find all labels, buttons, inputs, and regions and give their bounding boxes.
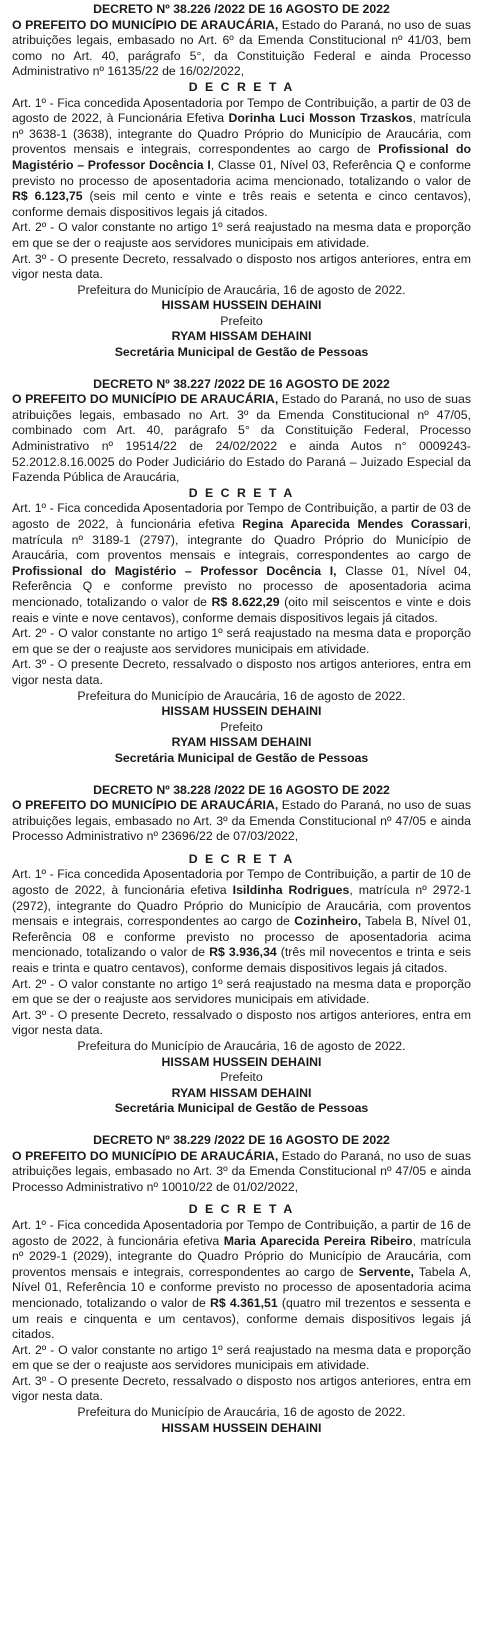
decree-38229 bbox=[12, 1133, 471, 1436]
art1-text-b: , matrícula nº 3638-1 (3638), integrante do Quadro Próprio do Município de Araucária, com proventos mensais e integrais, correspondentes ao cargo de bbox=[12, 111, 471, 157]
article-3: Art. 3º - O presente Decreto, ressalvado o disposto nos artigos anteriores, entra em vigor nesta data. bbox=[12, 251, 471, 282]
pension-value: R$ 4.361,51 bbox=[209, 1295, 278, 1310]
art1-text-a: Art. 1º - Fica concedida Aposentadoria por Tempo de Contribuição, a partir de 03 de agosto de 2022, à funcionária efetiva bbox=[12, 501, 471, 531]
role-secretary: Secretária Municipal de Gestão de Pessoas bbox=[114, 750, 369, 765]
art1-text-a: Art. 1º - Fica concedida Aposentadoria por Tempo de Contribuição, a partir de 16 de agosto de 2022, à funcionária efetiva bbox=[12, 1217, 471, 1248]
intro-text: Estado do Paraná, no uso de suas atribuições legais, embasado no Art. 6º da Emenda Constitucional nº 41/03, bem como no Art. 40, parágrafo 5°, da Constituição Federal e ainda Processo Administrativo nº 16135/22 de 16/02/2022, bbox=[12, 17, 471, 79]
signer-mayor: HISSAM HUSSEIN DEHAINI bbox=[161, 298, 322, 313]
signer-mayor: HISSAM HUSSEIN DEHAINI bbox=[161, 1420, 322, 1435]
role-secretary: Secretária Municipal de Gestão de Pessoas bbox=[114, 1101, 369, 1116]
art1-text-c: , Classe 01, Nível 03, Referência Q e conforme previsto no processo de aposentadoria acima mencionado, totalizando o valor de bbox=[12, 157, 471, 188]
art1-text-b: , matrícula nº 3189-1 (2797), integrante do Quadro Próprio do Município de Araucária, com proventos mensais e integrais, correspondentes ao cargo de bbox=[12, 517, 471, 563]
intro-authority: O PREFEITO DO MUNICÍPIO DE ARAUCÁRIA, bbox=[12, 392, 279, 407]
decree-38227 bbox=[12, 377, 471, 767]
article-1 bbox=[12, 1218, 471, 1343]
job-title: Cozinheiro, bbox=[294, 914, 362, 929]
intro-authority: O PREFEITO DO MUNICÍPIO DE ARAUCÁRIA, bbox=[12, 798, 279, 813]
employee-name: Isildinha Rodrigues bbox=[232, 883, 350, 898]
decreta-heading: D E C R E T A bbox=[188, 79, 295, 94]
decree-title: DECRETO Nº 38.228 /2022 DE 16 AGOSTO DE 2022 bbox=[93, 782, 390, 797]
decree-intro bbox=[12, 1149, 471, 1196]
employee-name: Maria Aparecida Pereira Ribeiro bbox=[223, 1233, 413, 1248]
employee-name: Dorinha Luci Mosson Trzaskos bbox=[228, 111, 413, 126]
signer-secretary: RYAM HISSAM DEHAINI bbox=[171, 735, 312, 750]
role-mayor: Prefeito bbox=[220, 719, 263, 734]
art1-text-d: (seis mil cento e vinte e três reais e setenta e cinco centavos), conforme demais dispositivos legais já citados. bbox=[12, 189, 471, 219]
signer-mayor: HISSAM HUSSEIN DEHAINI bbox=[161, 704, 322, 719]
article-3: Art. 3º - O presente Decreto, ressalvado o disposto nos artigos anteriores, entra em vigor nesta data. bbox=[12, 1007, 471, 1038]
job-title: Profissional do Magistério – Professor Docência I, bbox=[12, 563, 337, 578]
signer-mayor: HISSAM HUSSEIN DEHAINI bbox=[161, 1054, 322, 1069]
art1-text-a: Art. 1º - Fica concedida Aposentadoria por Tempo de Contribuição, a partir de 10 de agosto de 2022, à funcionária efetiva bbox=[12, 867, 471, 898]
pension-value: R$ 3.936,34 bbox=[209, 945, 277, 960]
intro-text: Estado do Paraná, no uso de suas atribuições legais, embasado no Art. 3º da Emenda Constitucional nº 47/05 e ainda Processo Administrativo nº 10010/22 de 01/02/2022, bbox=[12, 1148, 471, 1194]
place-date: Prefeitura do Município de Araucária, 16 de agosto de 2022. bbox=[77, 688, 406, 703]
decree-title: DECRETO Nº 38.227 /2022 DE 16 AGOSTO DE 2022 bbox=[93, 376, 390, 391]
article-2: Art. 2º - O valor constante no artigo 1º será reajustado na mesma data e proporção em que se der o reajuste aos servidores municipais em atividade. bbox=[12, 626, 471, 656]
art1-text-b: , matrícula nº 2972-1 (2972), integrante do Quadro Próprio do Município de Araucária, com proventos mensais e integrais, correspondentes ao cargo de bbox=[12, 883, 471, 929]
job-title: Profissional do Magistério – Professor Docência I bbox=[12, 142, 471, 172]
intro-text: Estado do Paraná, no uso de suas atribuições legais, embasado no Art. 3º da Emenda Constitucional nº 47/05, combinado com Art. 40, parágrafo 5° da Constituição Federal, Processo Administrativo nº 19514/22 de 24/02/2022 e ainda Autos n° 0009243-52.2012.8.16.0025 do Poder Judiciário do Estado do Paraná – Juizado Especial da Fazenda Pública de Araucária, bbox=[12, 392, 471, 485]
decree-title: DECRETO Nº 38.226 /2022 DE 16 AGOSTO DE 2022 bbox=[93, 2, 390, 16]
place-date: Prefeitura do Município de Araucária, 16 de agosto de 2022. bbox=[77, 282, 406, 297]
decree-title: DECRETO Nº 38.229 /2022 DE 16 AGOSTO DE 2022 bbox=[93, 1132, 390, 1147]
signer-secretary: RYAM HISSAM DEHAINI bbox=[171, 1085, 312, 1100]
place-date: Prefeitura do Município de Araucária, 16 de agosto de 2022. bbox=[77, 1039, 406, 1053]
decree-38228 bbox=[12, 783, 471, 1117]
art1-text-c: Tabela A, Nível 01, Referência 10 e conforme previsto no processo de aposentadoria acima mencionado, totalizando o valor de bbox=[12, 1264, 471, 1310]
article-1 bbox=[12, 867, 471, 976]
decreta-heading: D E C R E T A bbox=[188, 851, 295, 866]
role-mayor: Prefeito bbox=[220, 1070, 263, 1085]
place-date: Prefeitura do Município de Araucária, 16 de agosto de 2022. bbox=[77, 1405, 406, 1420]
intro-text: Estado do Paraná, no uso de suas atribuições legais, embasado no Art. 3º da Emenda Constitucional nº 47/05 e ainda Processo Administrativo nº 23696/22 de 07/03/2022, bbox=[12, 798, 471, 844]
decree-38226 bbox=[12, 2, 471, 361]
article-3: Art. 3º - O presente Decreto, ressalvado o disposto nos artigos anteriores, entra em vigor nesta data. bbox=[12, 657, 471, 687]
intro-authority: O PREFEITO DO MUNICÍPIO DE ARAUCÁRIA, bbox=[12, 17, 279, 32]
job-title: Servente, bbox=[358, 1264, 414, 1279]
role-secretary: Secretária Municipal de Gestão de Pessoas bbox=[114, 345, 369, 360]
article-1 bbox=[12, 96, 471, 221]
pension-value: R$ 8.622,29 bbox=[211, 594, 280, 609]
intro-authority: O PREFEITO DO MUNICÍPIO DE ARAUCÁRIA, bbox=[12, 1148, 279, 1163]
decree-intro bbox=[12, 18, 471, 80]
art1-text-d: (três mil novecentos e trinta e seis reais e trinta e quatro centavos), conforme demais dispositivos legais já citados. bbox=[12, 945, 471, 976]
art1-text-d: (oito mil seiscentos e vinte e dois reais e vinte e nove centavos), conforme demais dispositivos legais já citados. bbox=[12, 594, 471, 625]
art1-text-c: Tabela B, Nível 01, Referência 08 e conforme previsto no processo de aposentadoria acima mencionado, totalizando o valor de bbox=[12, 914, 471, 960]
art1-text-a: Art. 1º - Fica concedida Aposentadoria por Tempo de Contribuição, a partir de 03 de agosto de 2022, à Funcionária Efetiva bbox=[12, 95, 471, 126]
decreta-heading: D E C R E T A bbox=[188, 485, 295, 500]
article-2: Art. 2º - O valor constante no artigo 1º será reajustado na mesma data e proporção em que se der o reajuste aos servidores municipais em atividade. bbox=[12, 220, 471, 250]
art1-text-d: (quatro mil trezentos e sessenta e um reais e cinquenta e um centavos), conforme demais dispositivos legais já citados. bbox=[12, 1295, 471, 1342]
article-1 bbox=[12, 501, 471, 626]
art1-text-b: , matrícula nº 2029-1 (2029), integrante do Quadro Próprio do Município de Araucária, com proventos mensais e integrais, correspondentes ao cargo de bbox=[12, 1233, 471, 1279]
decree-intro bbox=[12, 392, 471, 486]
employee-name: Regina Aparecida Mendes Corassari bbox=[242, 517, 468, 531]
article-3: Art. 3º - O presente Decreto, ressalvado o disposto nos artigos anteriores, entra em vigor nesta data. bbox=[12, 1373, 471, 1404]
decreta-heading: D E C R E T A bbox=[188, 1202, 295, 1217]
art1-text-c: Classe 01, Nível 04, Referência Q e conforme previsto no processo de aposentadoria acima mencionado, totalizando o valor de bbox=[12, 563, 472, 609]
decree-intro bbox=[12, 798, 471, 845]
article-2: Art. 2º - O valor constante no artigo 1º será reajustado na mesma data e proporção em que se der o reajuste aos servidores municipais em atividade. bbox=[12, 1342, 471, 1373]
role-mayor: Prefeito bbox=[220, 313, 263, 328]
article-2: Art. 2º - O valor constante no artigo 1º será reajustado na mesma data e proporção em que se der o reajuste aos servidores municipais em atividade. bbox=[12, 976, 471, 1007]
pension-value: R$ 6.123,75 bbox=[12, 189, 83, 204]
signer-secretary: RYAM HISSAM DEHAINI bbox=[171, 329, 312, 344]
